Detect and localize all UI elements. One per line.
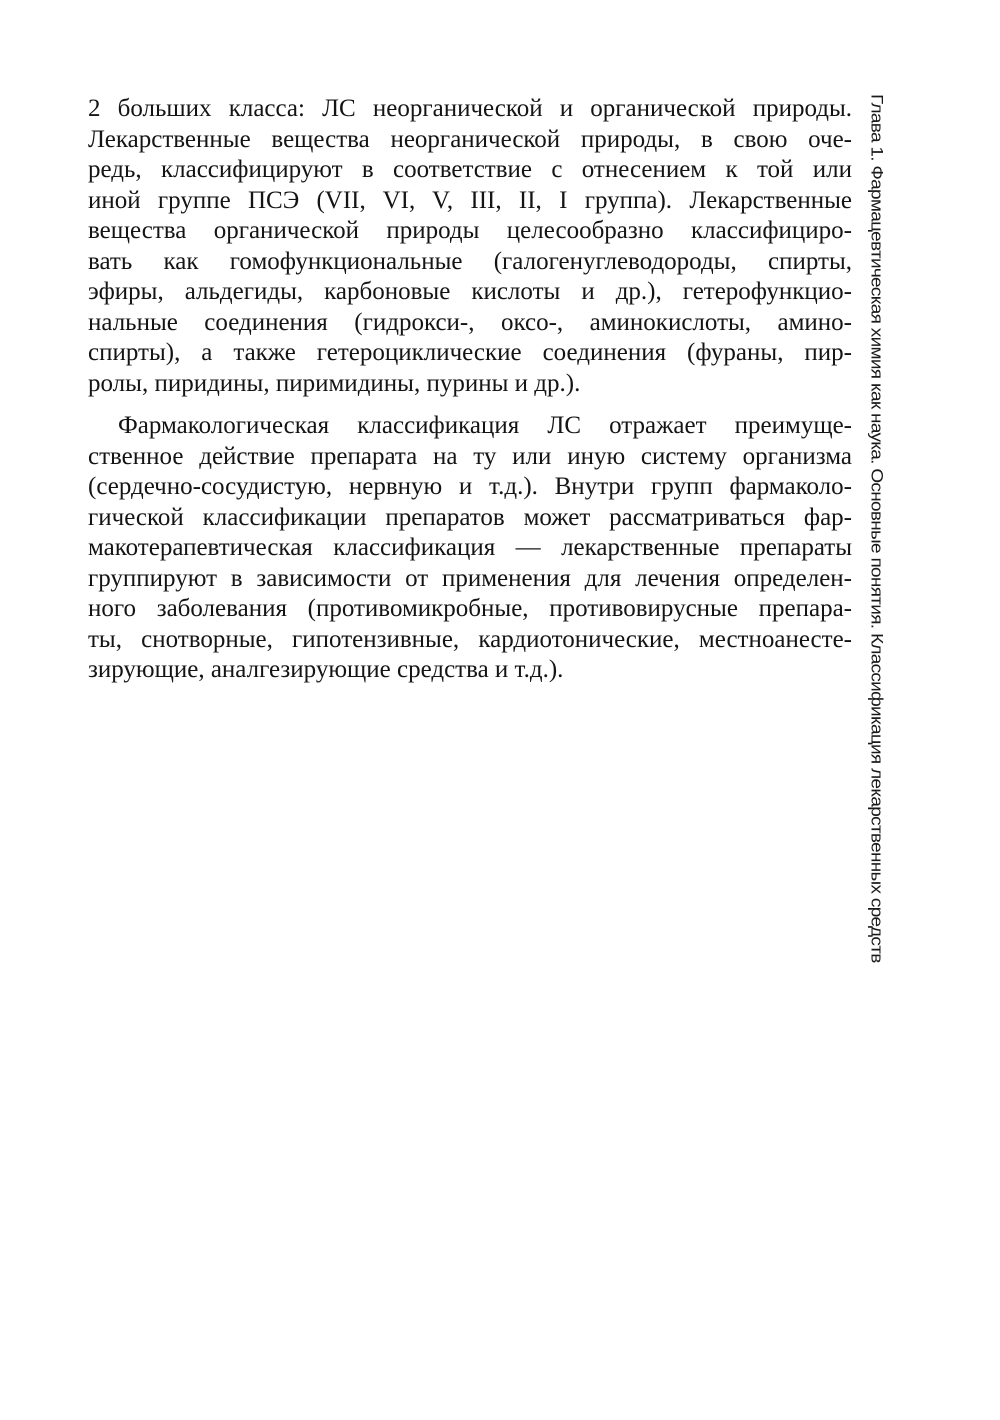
text-line: нальные соединения (гидрокси-, оксо-, аминокислоты, амино- (88, 308, 852, 336)
text-line: Лекарственные вещества неорганической природы, в свою оче- (88, 125, 852, 153)
text-line: зирующие, аналгезирующие средства и т.д.). (88, 656, 564, 683)
text-line: группируют в зависимости от применения для лечения определен- (88, 564, 852, 592)
text-line: макотерапевтическая классификация — лекарственные препараты (88, 534, 852, 561)
text-line: Фармакологическая классификация ЛС отражает преимуще- (118, 412, 852, 439)
text-line: гической классификации препаратов может рассматриваться фар- (88, 503, 852, 531)
text-line: вещества органической природы целесообразно классифициро- (88, 217, 852, 244)
text-line: ного заболевания (противомикробные, противовирусные препара- (88, 595, 852, 622)
text-line: иной группе ПСЭ (VII, VI, V, III, II, I группа). Лекарственные (88, 186, 852, 214)
paragraph-spacer (88, 399, 852, 411)
text-line: спирты), а также гетероциклические соединения (фураны, пир- (88, 339, 852, 366)
body-text (88, 94, 852, 686)
text-line: вать как гомофункциональные (галогенуглеводороды, спирты, (88, 247, 852, 275)
running-head: Глава 1. Фармацевтическая химия как наука. Основные понятия. Классификация лекарственных средств (867, 94, 886, 963)
paragraph-1 (88, 94, 852, 399)
text-line: 2 больших класса: ЛС неорганической и органической природы. (88, 95, 852, 122)
text-line: ственное действие препарата на ту или иную систему организма (88, 442, 852, 470)
text-line: (сердечно-сосудистую, нервную и т.д.). Внутри групп фармаколо- (88, 473, 852, 500)
text-line: редь, классифицируют в соответствие с отнесением к той или (88, 156, 852, 183)
text-line: ролы, пиридины, пиримидины, пурины и др.). (88, 369, 581, 397)
text-line: ты, снотворные, гипотензивные, кардиотонические, местноанесте- (88, 625, 852, 653)
paragraph-2 (88, 411, 852, 686)
text-line: эфиры, альдегиды, карбоновые кислоты и др.), гетерофункцио- (88, 278, 852, 305)
